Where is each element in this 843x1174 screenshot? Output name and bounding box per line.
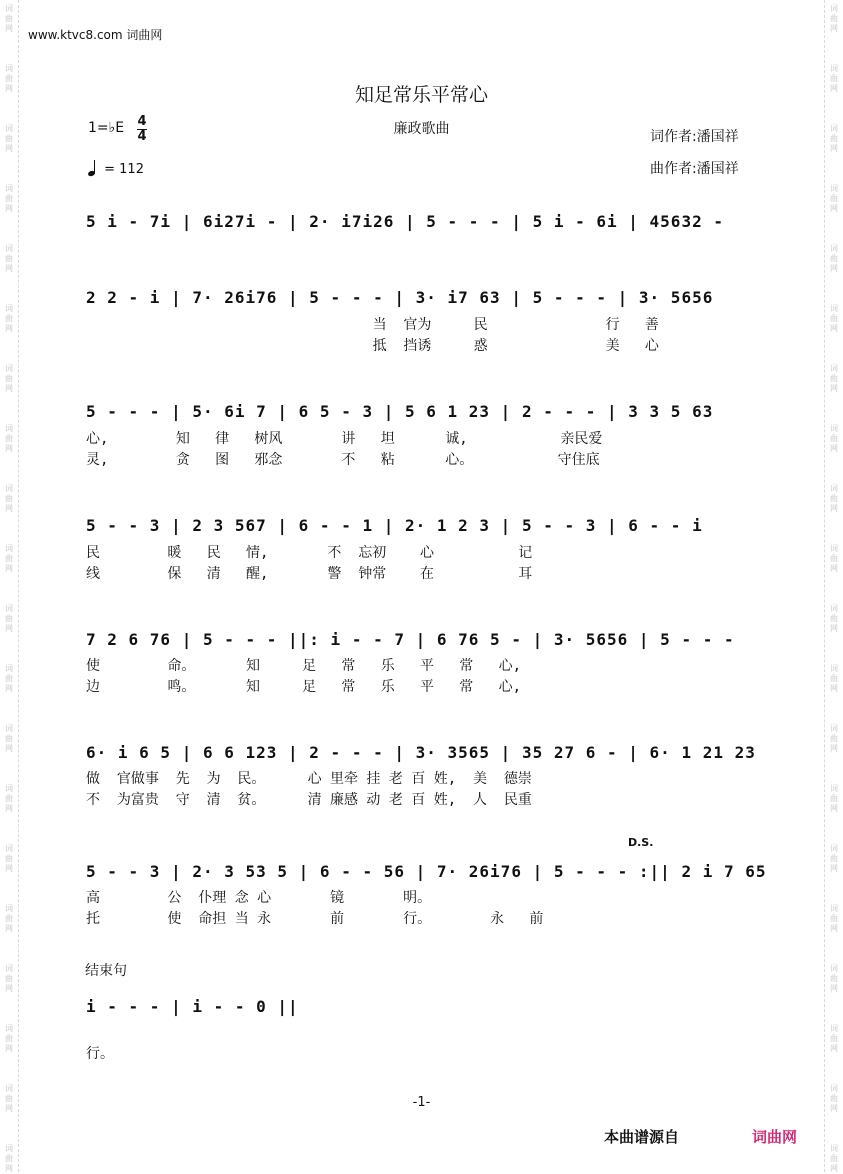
lyric-verse-2: 灵, 贪 图 邪念 不 粘 心。 守住底 bbox=[86, 452, 600, 468]
lyric-verse-2: 边 鸣。 知 足 常 乐 平 常 心, bbox=[86, 679, 522, 695]
lyric-verse-2: 抵 挡诱 惑 美 心 bbox=[86, 338, 659, 354]
watermark-text: 词 曲 网 bbox=[830, 664, 838, 693]
ending-label: 结束句 bbox=[85, 963, 127, 979]
watermark-text: 词 曲 网 bbox=[830, 364, 838, 393]
watermark-text: 词 曲 网 bbox=[830, 304, 838, 333]
lyric-verse-2: 不 为富贵 守 清 贫。 清 廉感 动 老 百 姓, 人 民重 bbox=[86, 792, 532, 808]
score-line-6 bbox=[80, 739, 760, 769]
watermark-text: 词 曲 网 bbox=[830, 1024, 838, 1053]
page-number: -1- bbox=[412, 1095, 431, 1110]
lyric-verse-1: 心, 知 律 树风 讲 坦 诚, 亲民爱 bbox=[86, 431, 603, 447]
lyric-verse-1: 行。 bbox=[86, 1046, 114, 1062]
lyric-verse-2: 线 保 清 醒, 警 钟常 在 耳 bbox=[86, 566, 533, 582]
watermark-text: 词 曲 网 bbox=[830, 964, 838, 993]
watermark-text: 词 曲 网 bbox=[830, 244, 838, 273]
score-line-1 bbox=[80, 208, 760, 238]
score-line-3 bbox=[80, 398, 760, 428]
ds-marker: D.S. bbox=[628, 836, 654, 849]
watermark-text: 词 曲 网 bbox=[5, 124, 13, 153]
score-line-7 bbox=[80, 858, 767, 888]
watermark-text: 词 曲 网 bbox=[5, 904, 13, 933]
brand-link[interactable]: 词曲网 bbox=[752, 1128, 798, 1146]
left-margin-strip bbox=[0, 0, 19, 1172]
tempo-value: = 112 bbox=[104, 162, 144, 177]
notation-text: 6· i 6 5 | 6 6 123 | 2 - - - | 3· 3565 | 35 27 6 - | 6· 1 21 23 bbox=[86, 743, 756, 762]
tempo-marking bbox=[88, 160, 144, 177]
watermark-text: 词 曲 网 bbox=[5, 1084, 13, 1113]
score-line-ending bbox=[80, 993, 340, 1023]
watermark-text: 词 曲 网 bbox=[5, 604, 13, 633]
watermark-text: 词 曲 网 bbox=[830, 844, 838, 873]
watermark-text: 词 曲 网 bbox=[5, 184, 13, 213]
watermark-text: 词 曲 网 bbox=[830, 484, 838, 513]
lyric-verse-1: 做 官做事 先 为 民。 心 里牵 挂 老 百 姓, 美 德崇 bbox=[86, 771, 532, 787]
watermark-text: 词 曲 网 bbox=[830, 1144, 838, 1173]
watermark-text: 词 曲 网 bbox=[830, 784, 838, 813]
watermark-text: 词 曲 网 bbox=[5, 304, 13, 333]
lyric-verse-1: 使 命。 知 足 常 乐 平 常 心, bbox=[86, 658, 522, 674]
source-label: 本曲谱源自 bbox=[604, 1128, 680, 1146]
watermark-text: 词 曲 网 bbox=[830, 724, 838, 753]
notation-text: 7 2 6 76 | 5 - - - ||: i - - 7 | 6 76 5 - | 3· 5656 | 5 - - - bbox=[86, 630, 735, 649]
quarter-note-icon bbox=[88, 160, 100, 176]
watermark-text: 词 曲 网 bbox=[830, 124, 838, 153]
score-line-4 bbox=[80, 512, 760, 542]
notation-text: i - - - | i - - 0 || bbox=[86, 997, 299, 1016]
lyric-verse-1: 民 暖 民 情, 不 忘初 心 记 bbox=[86, 545, 533, 561]
lyric-verse-1: 高 公 仆理 念 心 镜 明。 bbox=[86, 890, 432, 906]
site-url: www.ktvc8.com 词曲网 bbox=[28, 28, 163, 42]
song-subtitle: 廉政歌曲 bbox=[393, 121, 450, 137]
watermark-text: 词 曲 网 bbox=[830, 1084, 838, 1113]
watermark-text: 词 曲 网 bbox=[830, 544, 838, 573]
watermark-text: 词 曲 网 bbox=[830, 604, 838, 633]
watermark-text: 词 曲 网 bbox=[5, 724, 13, 753]
watermark-text: 词 曲 网 bbox=[5, 424, 13, 453]
watermark-text: 词 曲 网 bbox=[830, 64, 838, 93]
time-signature-top: 4 bbox=[137, 114, 147, 129]
watermark-text: 词 曲 网 bbox=[5, 1024, 13, 1053]
watermark-text: 词 曲 网 bbox=[830, 904, 838, 933]
watermark-text: 词 曲 网 bbox=[5, 1144, 13, 1173]
time-signature-bottom: 4 bbox=[137, 129, 147, 144]
watermark-text: 词 曲 网 bbox=[5, 784, 13, 813]
watermark-text: 词 曲 网 bbox=[830, 184, 838, 213]
notation-text: 2 2 - i | 7· 26i76 | 5 - - - | 3· i7 63 | 5 - - - | 3· 5656 bbox=[86, 288, 714, 307]
lyric-verse-1: 当 官为 民 行 善 bbox=[86, 317, 659, 333]
watermark-text: 词 曲 网 bbox=[830, 4, 838, 33]
watermark-text: 词 曲 网 bbox=[5, 4, 13, 33]
watermark-text: 词 曲 网 bbox=[5, 544, 13, 573]
watermark-text: 词 曲 网 bbox=[5, 64, 13, 93]
score-line-2 bbox=[80, 284, 760, 314]
notation-text: 5 - - 3 | 2· 3 53 5 | 6 - - 56 | 7· 26i76 | 5 - - - :|| 2 i 7 65 bbox=[86, 862, 767, 881]
score-line-5 bbox=[80, 626, 760, 656]
notation-text: 5 - - 3 | 2 3 567 | 6 - - 1 | 2· 1 2 3 | 5 - - 3 | 6 - - i bbox=[86, 516, 703, 535]
lyric-verse-2: 托 使 命担 当 永 前 行。 永 前 bbox=[86, 911, 544, 927]
watermark-text: 词 曲 网 bbox=[5, 484, 13, 513]
lyricist-credit: 词作者:潘国祥 bbox=[650, 129, 739, 145]
song-title: 知足常乐平常心 bbox=[354, 84, 488, 106]
watermark-text: 词 曲 网 bbox=[5, 964, 13, 993]
composer-credit: 曲作者:潘国祥 bbox=[650, 161, 739, 177]
time-signature bbox=[137, 115, 147, 144]
notation-text: 5 - - - | 5· 6i 7 | 6 5 - 3 | 5 6 1 23 | 2 - - - | 3 3 5 63 bbox=[86, 402, 714, 421]
key-signature: 1=♭E bbox=[88, 120, 125, 136]
notation-text: 5 i - 7i | 6i27i - | 2· i7i26 | 5 - - - | 5 i - 6i | 45632 - bbox=[86, 212, 724, 231]
watermark-text: 词 曲 网 bbox=[5, 244, 13, 273]
right-margin-strip bbox=[824, 0, 843, 1172]
watermark-text: 词 曲 网 bbox=[5, 844, 13, 873]
watermark-text: 词 曲 网 bbox=[5, 664, 13, 693]
watermark-text: 词 曲 网 bbox=[5, 364, 13, 393]
watermark-text: 词 曲 网 bbox=[830, 424, 838, 453]
